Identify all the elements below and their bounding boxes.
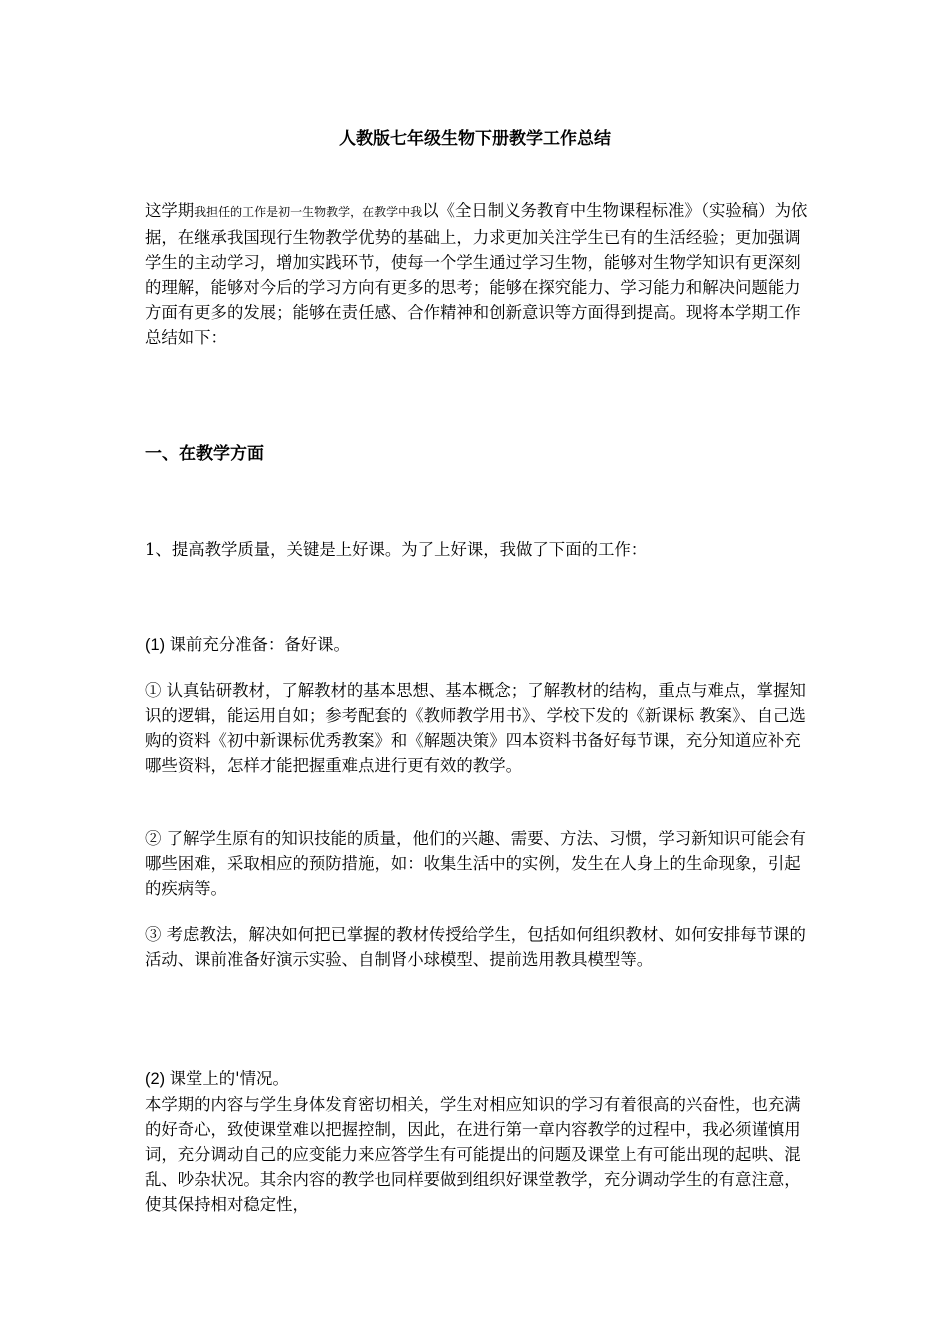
item-3: ③ 考虑教法，解决如何把已掌握的教材传授给学生，包括如何组织教材、如何安排每节课的活动、课前准备好演示实验、自制肾小球模型、提前选用教具模型等。 [145,925,806,969]
subsection-1 [145,632,810,658]
document-title: 人教版七年级生物下册教学工作总结 [339,129,611,149]
section-heading-teaching: 一、在教学方面 [145,444,264,464]
subsection-2-paragraph: 本学期的内容与学生身体发育密切相关，学生对相应知识的学习有着很高的兴奋性，也充满的好奇心，致使课堂难以把握控制，因此，在进行第一章内容教学的过程中，我必须谨慎用词，充分调动自己的应变能力来应答学生有可能提出的问题及课堂上有可能出现的起哄、混乱、吵杂状况。其余内容的教学也同样要做到组织好课堂教学，充分调动学生的有意注意，使其保持相对稳定性， [145,1095,801,1214]
subsection-2-text: 课堂上的'情况。 [169,1069,289,1088]
subsection-1-prefix: (1) [145,636,170,654]
intro-lead: 这学期 [145,201,195,220]
item-1: ① 认真钻研教材，了解教材的基本思想、基本概念；了解教材的结构，重点与难点，掌握知识的逻辑，能运用自如；参考配套的《教师教学用书》、学校下发的《新课标 教案》、自己选购的资料《初中新课标优秀教案》和《解题决策》四本资料书备好每节课，充分知道应补充哪些资料，怎样才能把握重难点进行更有效的教学。 [145,681,806,775]
intro-rest: 以《全日制义务教育中生物课程标准》（实验稿）为依据，在继承我国现行生物教学优势的基础上，力求更加关注学生已有的生活经验；更加强调学生的主动学习，增加实践环节，使每一个学生通过学习生物，能够对生物学知识有更深刻的理解，能够对今后的学习方向有更多的思考；能够在探究能力、学习能力和解决问题能力方面有更多的发展；能够在责任感、合作精神和创新意识等方面得到提高。现将本学期工作总结如下： [145,201,808,347]
subsection-2-prefix: (2) [145,1070,170,1088]
subsection-2 [145,1066,810,1092]
intro-paragraph [145,198,810,350]
subsection-1-text: 课前充分准备：备好课。 [169,635,350,654]
item-2: ② 了解学生原有的知识技能的质量，他们的兴趣、需要、方法、习惯，学习新知识可能会有哪些困难，采取相应的预防措施，如：收集生活中的实例，发生在人身上的生命现象，引起的疾病等。 [145,829,806,898]
intro-small-text: 我担任的工作是初一生物教学，在教学中我 [194,205,423,219]
point-1: 1、提高教学质量，关键是上好课。为了上好课，我做了下面的工作： [145,540,648,559]
